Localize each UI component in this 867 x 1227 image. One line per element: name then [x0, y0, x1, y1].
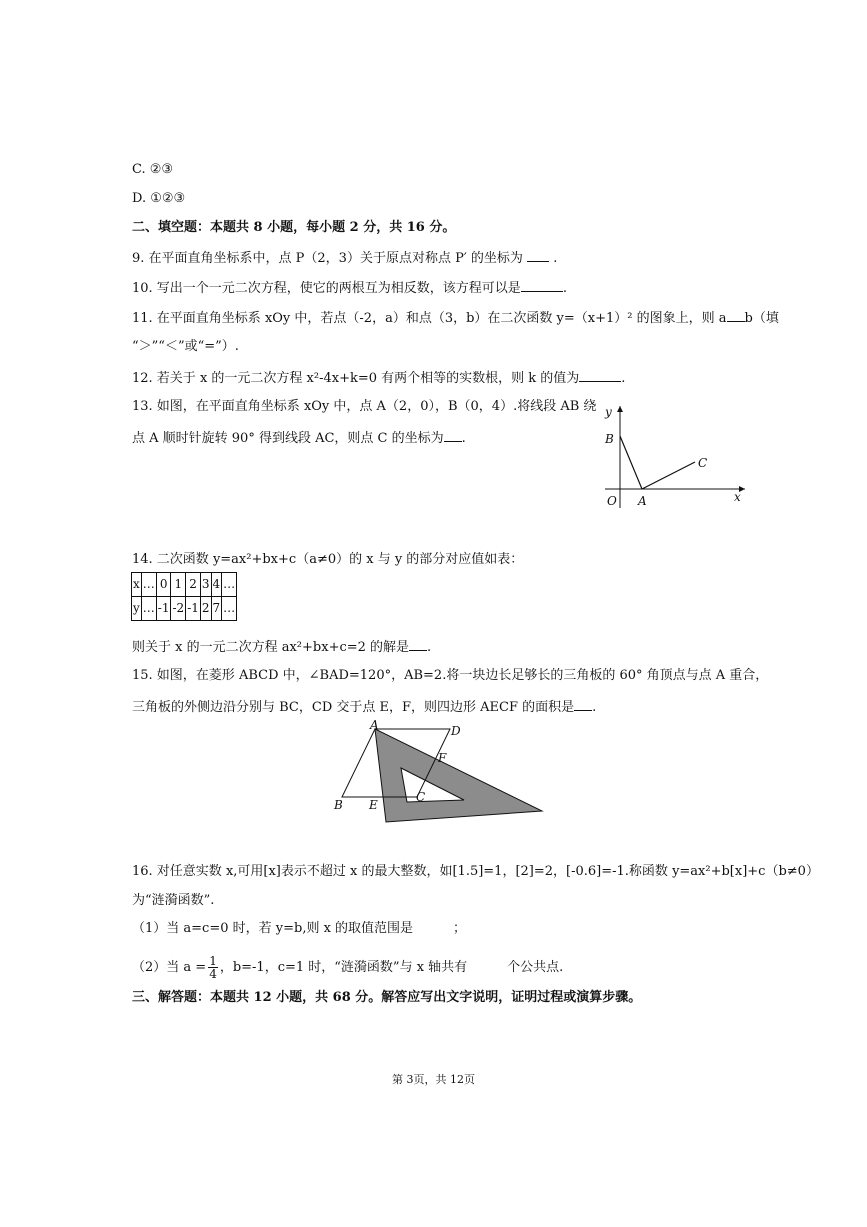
option-d: D. ①②③ — [132, 191, 186, 206]
figure-13-coordinate-plane — [595, 398, 755, 513]
figure-15-rhombus — [330, 718, 545, 830]
section3-header: 三、解答题：本题共 12 小题，共 68 分。解答应写出文字说明，证明过程或演算步骤。 — [132, 990, 642, 1005]
section2-header: 二、填空题：本题共 8 小题，每小题 2 分，共 16 分。 — [132, 220, 456, 235]
q14-answer-text: 则关于 x 的一元二次方程 ax²+bx+c=2 的解是 — [132, 640, 410, 655]
q14-blank — [409, 637, 427, 651]
q14-end: . — [427, 640, 432, 655]
q16-p1-end: ； — [453, 921, 467, 936]
label-a: A — [638, 494, 647, 508]
label-b: B — [605, 432, 614, 446]
q12-end: . — [621, 371, 626, 386]
table-cell: … — [141, 573, 156, 597]
table-cell: 0 — [156, 573, 171, 597]
q15-text: 三角板的外侧边沿分别与 BC，CD 交于点 E，F，则四边形 AECF 的面积是 — [132, 700, 575, 715]
label-f: F — [438, 751, 447, 765]
q16-p2-a: （2）当 a = — [132, 960, 207, 975]
q13-blank — [444, 428, 462, 442]
question-14: 14. 二次函数 y=ax²+bx+c（a≠0）的 x 与 y 的部分对应值如表： — [132, 552, 524, 567]
question-11-line1 — [132, 308, 779, 328]
label-e: E — [369, 798, 378, 812]
label-c: C — [416, 790, 426, 804]
q13-text: 点 A 顺时针旋转 90° 得到线段 AC，则点 C 的坐标为 — [132, 431, 444, 446]
question-15-line2 — [132, 697, 596, 717]
label-c: C — [698, 456, 708, 470]
q9-text: 9. 在平面直角坐标系中，点 P（2，3）关于原点对称点 P′ 的坐标为 — [132, 251, 523, 266]
q13-end: . — [461, 431, 466, 446]
question-9 — [132, 248, 557, 268]
q11-text-a: 11. 在平面直角坐标系 xOy 中，若点（-2，a）和点（3，b）在二次函数 y=（x+1）² 的图象上，则 a — [132, 311, 727, 326]
frac-denominator: 4 — [209, 967, 217, 981]
table-cell: 1 — [171, 573, 186, 597]
question-13-line1: 13. 如图，在平面直角坐标系 xOy 中，点 A（2，0），B（0，4）.将线段 AB 绕 — [132, 399, 597, 414]
label-d: D — [451, 724, 461, 738]
q9-end: . — [553, 251, 558, 266]
q10-blank — [521, 278, 563, 292]
table-cell: 7 — [211, 597, 222, 621]
q11-blank — [727, 308, 745, 322]
option-c: C. ②③ — [132, 162, 174, 177]
segment-ac — [642, 462, 695, 489]
question-15-line1: 15. 如图，在菱形 ABCD 中，∠BAD=120°，AB=2.将一块边长足够长的三角板的 60° 角顶点与点 A 重合， — [132, 668, 769, 683]
table-cell: 2 — [200, 597, 211, 621]
q9-blank — [527, 248, 549, 262]
q16-p2-c: 个公共点. — [507, 960, 564, 975]
question-16-line2: 为“涟漪函数”. — [132, 893, 215, 908]
q12-blank — [579, 368, 621, 382]
question-13-line2 — [132, 428, 466, 448]
table-cell: 2 — [186, 573, 201, 597]
table-cell: -2 — [171, 597, 186, 621]
question-16-part1 — [132, 920, 466, 938]
table-cell: … — [141, 597, 156, 621]
table-cell: x — [132, 573, 142, 597]
q16-p2-b: ，b=-1，c=1 时，“涟漪函数”与 x 轴共有 — [219, 960, 468, 975]
label-y: y — [605, 405, 612, 419]
q10-text: 10. 写出一个一元二次方程，使它的两根互为相反数，该方程可以是 — [132, 281, 521, 296]
q10-end: . — [562, 281, 567, 296]
label-x: x — [734, 490, 741, 504]
table-cell: … — [222, 573, 237, 597]
question-12 — [132, 368, 625, 388]
question-16-line1: 16. 对任意实数 x,可用[x]表示不超过 x 的最大整数，如[1.5]=1，[2]=2，[-0.6]=-1.称函数 y=ax²+b[x]+c（b≠0） — [132, 864, 819, 879]
q11-text-b: b（填 — [744, 311, 779, 326]
question-14-answer — [132, 637, 431, 657]
table-row-y — [132, 597, 237, 621]
question-16-part2 — [132, 954, 563, 982]
label-b: B — [334, 798, 343, 812]
q16-p1-text: （1）当 a=c=0 时，若 y=b,则 x 的取值范围是 — [132, 921, 414, 936]
label-o: O — [607, 494, 617, 508]
table-cell: y — [132, 597, 142, 621]
q15-end: . — [592, 700, 597, 715]
question-11-line2: “＞”“＜”或“=”）. — [132, 339, 239, 354]
segment-ab — [620, 436, 642, 489]
frac-numerator: 1 — [209, 954, 217, 968]
table-cell: 4 — [211, 573, 222, 597]
fraction-one-quarter — [208, 955, 218, 980]
table-cell: … — [222, 597, 237, 621]
triangle-ruler — [375, 729, 542, 822]
value-table — [131, 572, 237, 621]
page-footer: 第 3页，共 12页 — [392, 1073, 475, 1086]
table-cell: -1 — [156, 597, 171, 621]
table-cell: 3 — [200, 573, 211, 597]
q15-blank — [574, 697, 592, 711]
table-row-x — [132, 573, 237, 597]
q12-text: 12. 若关于 x 的一元二次方程 x²-4x+k=0 有两个相等的实数根，则 k 的值为 — [132, 371, 580, 386]
table-cell: -1 — [186, 597, 201, 621]
label-a: A — [370, 718, 379, 732]
question-10 — [132, 278, 567, 298]
